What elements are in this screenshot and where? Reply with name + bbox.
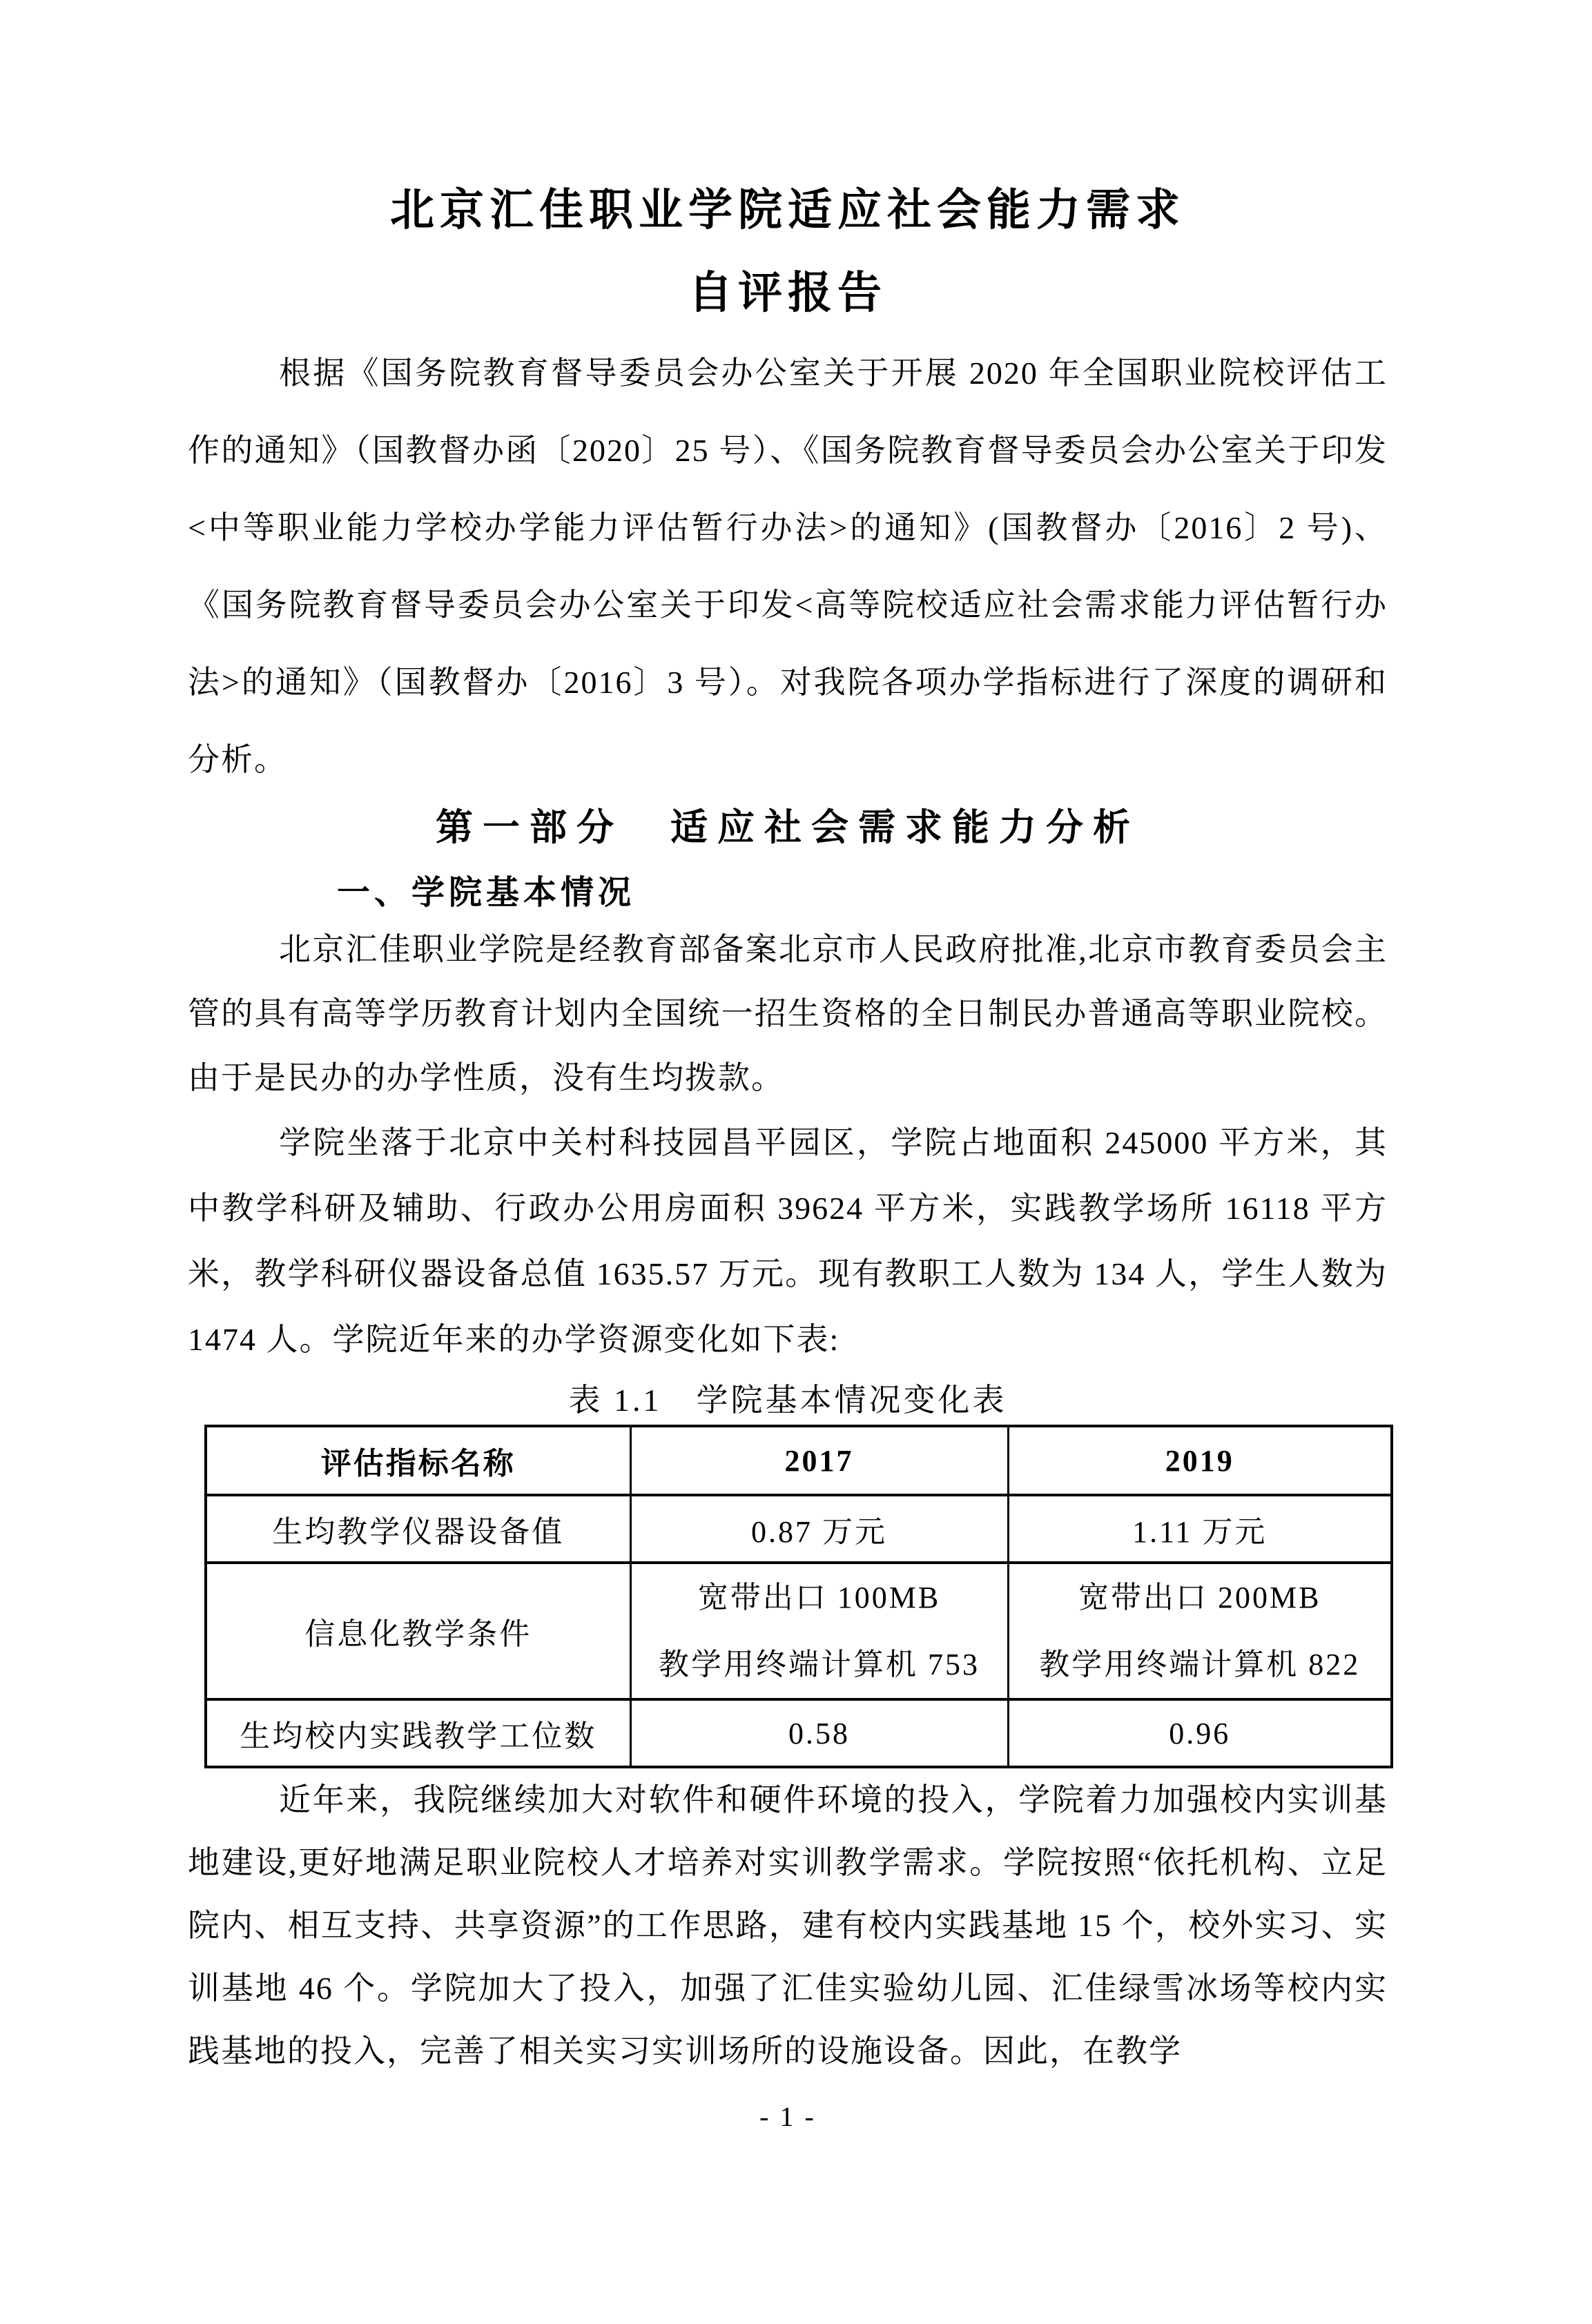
doc-title: [188, 169, 1388, 335]
cell-informatization-2019-bandwidth: 宽带出口 200MB: [1078, 1581, 1321, 1614]
table-header-row: [206, 1426, 1392, 1495]
paragraph-intro: 根据《国务院教育督导委员会办公室关于开展 2020 年全国职业院校评估工作的通知》（国教督办函〔2020〕25 号）、《国务院教育督导委员会办公室关于印发<中等职业能力学校办学能力评估暂行办法>的通知》(国教督办〔2016〕2 号)、《国务院教育督导委员会办公室关于印发<高等院校适应社会需求能力评估暂行办法>的通知》（国教督办〔2016〕3 号）。对我院各项办学指标进行了深度的调研和分析。: [188, 355, 1388, 777]
cell-equipment-value-2017: 0.87 万元: [630, 1495, 1008, 1563]
cell-practice-workstations-2017: 0.58: [630, 1699, 1008, 1767]
subsection-heading-basic-info: 一、学院基本情况: [337, 875, 636, 911]
cell-informatization-2017: [630, 1563, 1008, 1699]
paragraph-closing: 近年来，我院继续加大对软件和硬件环境的投入，学院着力加强校内实训基地建设,更好地满足职业院校人才培养对实训教学需求。学院按照“依托机构、立足院内、相互支持、共享资源”的工作思路，建有校内实践基地 15 个，校外实习、实训基地 46 个。学院加大了投入，加强了汇佳实验幼儿园、汇佳绿雪冰场等校内实践基地的投入，完善了相关实习实训场所的设施设备。因此，在教学: [188, 1782, 1388, 2069]
cell-informatization-2019: [1008, 1563, 1392, 1699]
basic-info-change-table: [204, 1425, 1393, 1768]
column-header-2019: 2019: [1008, 1426, 1392, 1495]
cell-indicator-practice-workstations: 生均校内实践教学工位数: [206, 1699, 630, 1767]
table-caption: 表 1.1 学院基本情况变化表: [568, 1383, 1007, 1418]
column-header-2017: 2017: [630, 1426, 1008, 1495]
cell-practice-workstations-2019: 0.96: [1008, 1699, 1392, 1767]
column-header-indicator: 评估指标名称: [206, 1426, 630, 1495]
section-heading-part1: 第一部分 适应社会需求能力分析: [436, 807, 1140, 848]
table-row-equipment-value: [206, 1495, 1392, 1563]
doc-title-line1: 北京汇佳职业学院适应社会能力需求: [390, 186, 1185, 235]
cell-indicator-equipment-value: 生均教学仪器设备值: [206, 1495, 630, 1563]
cell-equipment-value-2019: 1.11 万元: [1008, 1495, 1392, 1563]
page-number: - 1 -: [759, 2101, 816, 2132]
cell-informatization-2019-computers: 教学用终端计算机 822: [1039, 1648, 1361, 1681]
cell-informatization-2017-bandwidth: 宽带出口 100MB: [697, 1581, 941, 1614]
paragraph-campus-stats: 学院坐落于北京中关村科技园昌平园区，学院占地面积 245000 平方米，其中教学科研及辅助、行政办公用房面积 39624 平方米，实践教学场所 16118 平方米，教学科研仪器设备总值 1635.57 万元。现有教职工人数为 134 人，学生人数为 1474 人。学院近年来的办学资源变化如下表:: [188, 1125, 1388, 1357]
table-row-practice-workstations: [206, 1699, 1392, 1767]
doc-title-line2: 自评报告: [688, 268, 887, 318]
cell-indicator-informatization: 信息化教学条件: [206, 1563, 630, 1699]
table-row-informatization: [206, 1563, 1392, 1699]
cell-informatization-2017-computers: 教学用终端计算机 753: [659, 1648, 980, 1681]
paragraph-college-overview: 北京汇佳职业学院是经教育部备案北京市人民政府批准,北京市教育委员会主管的具有高等学历教育计划内全国统一招生资格的全日制民办普通高等职业院校。由于是民办的办学性质，没有生均拨款。: [188, 932, 1388, 1095]
